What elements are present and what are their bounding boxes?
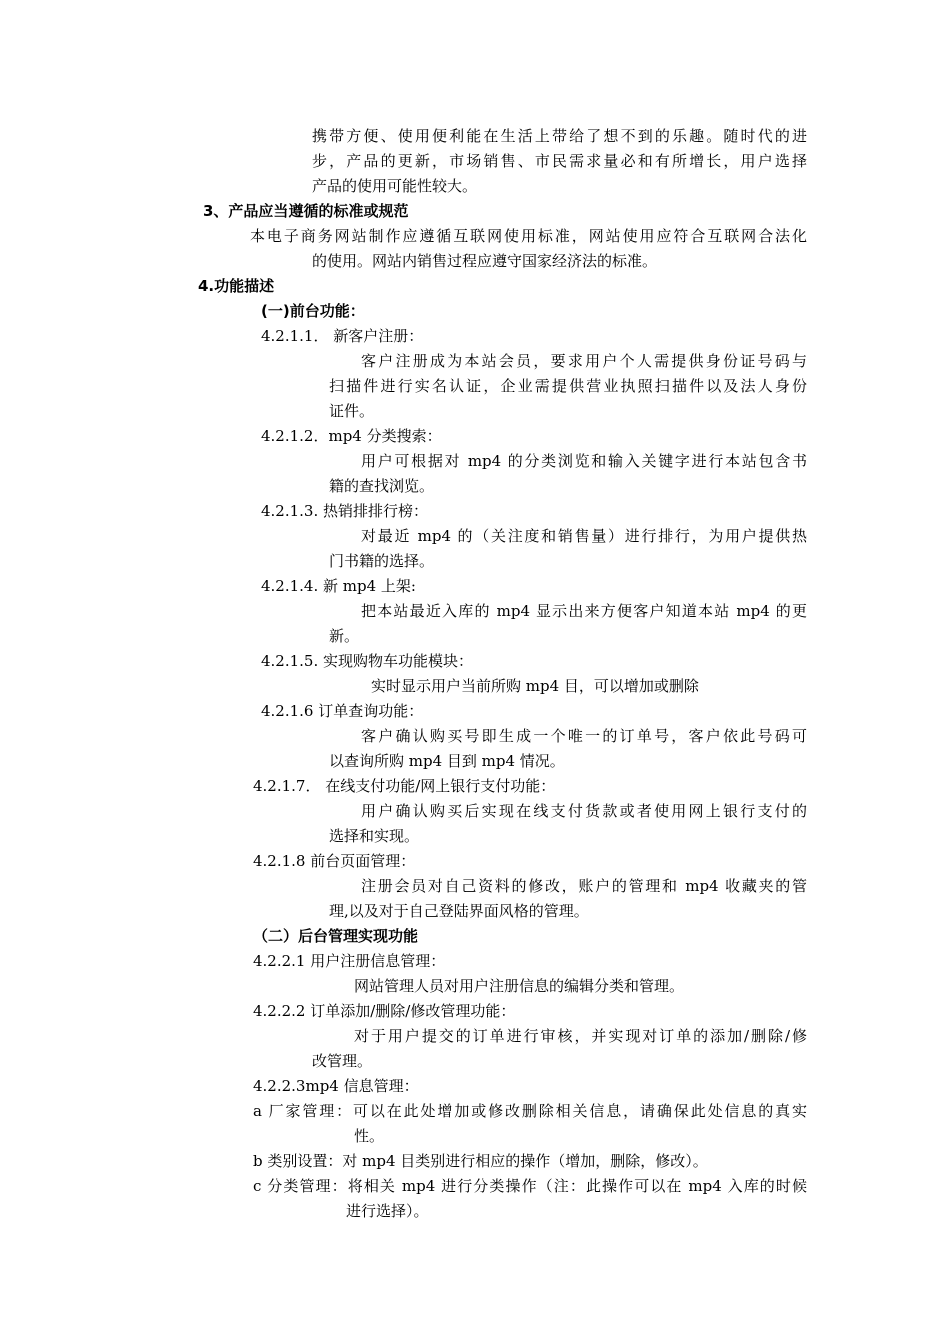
paragraph-line: 的使用。网站内销售过程应遵守国家经济法的标准。 xyxy=(312,252,658,270)
item-line: 证件。 xyxy=(329,402,375,420)
intro-line: 携带方便、使用便利能在生活上带给了想不到的乐趣。随时代的进 xyxy=(312,127,807,145)
item-line: 对最近 mp4 的（关注度和销售量）进行排行，为用户提供热 xyxy=(361,527,807,545)
item-line: 选择和实现。 xyxy=(329,827,420,845)
item-line: 客户确认购买号即生成一个唯一的订单号，客户依此号码可 xyxy=(361,727,807,745)
item-line: 以查询所购 mp4 目到 mp4 情况。 xyxy=(329,752,565,770)
item-line: 网站管理人员对用户注册信息的编辑分类和管理。 xyxy=(354,977,685,995)
intro-line: 步，产品的更新，市场销售、市民需求量必和有所增长，用户选择 xyxy=(312,152,807,170)
section-heading: 3、产品应当遵循的标准或规范 xyxy=(203,202,409,220)
item-line: 注册会员对自己资料的修改，账户的管理和 mp4 收藏夹的管 xyxy=(361,877,807,895)
paragraph-line: 本电子商务网站制作应遵循互联网使用标准，网站使用应符合互联网合法化 xyxy=(250,227,807,245)
item-title: 4.2.1.7． 在线支付功能/网上银行支付功能： xyxy=(253,777,556,795)
subsection-heading: （二）后台管理实现功能 xyxy=(253,927,419,945)
item-line: 扫描件进行实名认证，企业需提供营业执照扫描件以及法人身份 xyxy=(329,377,807,395)
sub-item-line: b 类别设置：对 mp4 目类别进行相应的操作（增加，删除，修改）。 xyxy=(253,1152,708,1170)
item-line: 籍的查找浏览。 xyxy=(329,477,435,495)
sub-item-line: c 分类管理：将相关 mp4 进行分类操作（注：此操作可以在 mp4 入库的时候 xyxy=(253,1177,807,1195)
sub-item-line: 性。 xyxy=(354,1127,385,1145)
item-line: 新。 xyxy=(329,627,360,645)
item-line: 对于用户提交的订单进行审核，并实现对订单的添加/删除/修 xyxy=(354,1027,807,1045)
item-line: 用户确认购买后实现在线支付货款或者使用网上银行支付的 xyxy=(361,802,807,820)
item-title: 4.2.1.1． 新客户注册： xyxy=(261,327,424,345)
sub-item-line: 进行选择）。 xyxy=(346,1202,429,1220)
item-title: 4.2.1.5. 实现购物车功能模块： xyxy=(261,652,474,670)
item-line: 客户注册成为本站会员，要求用户个人需提供身份证号码与 xyxy=(361,352,807,370)
subsection-heading: (一)前台功能： xyxy=(261,302,365,320)
item-title: 4.2.1.6 订单查询功能： xyxy=(261,702,424,720)
item-title: 4.2.1.4. 新 mp4 上架: xyxy=(261,577,416,595)
item-line: 用户可根据对 mp4 的分类浏览和输入关键字进行本站包含书 xyxy=(361,452,807,470)
item-title: 4.2.1.2．mp4 分类搜索： xyxy=(261,427,442,445)
item-line: 把本站最近入库的 mp4 显示出来方便客户知道本站 mp4 的更 xyxy=(361,602,807,620)
item-title: 4.2.2.1 用户注册信息管理： xyxy=(253,952,446,970)
item-title: 4.2.1.3. 热销排排行榜： xyxy=(261,502,429,520)
sub-item-line: a 厂家管理：可以在此处增加或修改删除相关信息，请确保此处信息的真实 xyxy=(253,1102,807,1120)
item-line: 门书籍的选择。 xyxy=(329,552,435,570)
item-line: 改管理。 xyxy=(312,1052,373,1070)
item-line: 理,以及对于自己登陆界面风格的管理。 xyxy=(329,902,589,920)
section-heading: 4.功能描述 xyxy=(198,277,275,295)
item-line: 实时显示用户当前所购 mp4 目，可以增加或删除 xyxy=(371,677,699,695)
item-title: 4.2.2.2 订单添加/删除/修改管理功能： xyxy=(253,1002,516,1020)
item-title: 4.2.1.8 前台页面管理： xyxy=(253,852,416,870)
item-title: 4.2.2.3mp4 信息管理： xyxy=(253,1077,419,1095)
intro-line: 产品的使用可能性较大。 xyxy=(312,177,478,195)
